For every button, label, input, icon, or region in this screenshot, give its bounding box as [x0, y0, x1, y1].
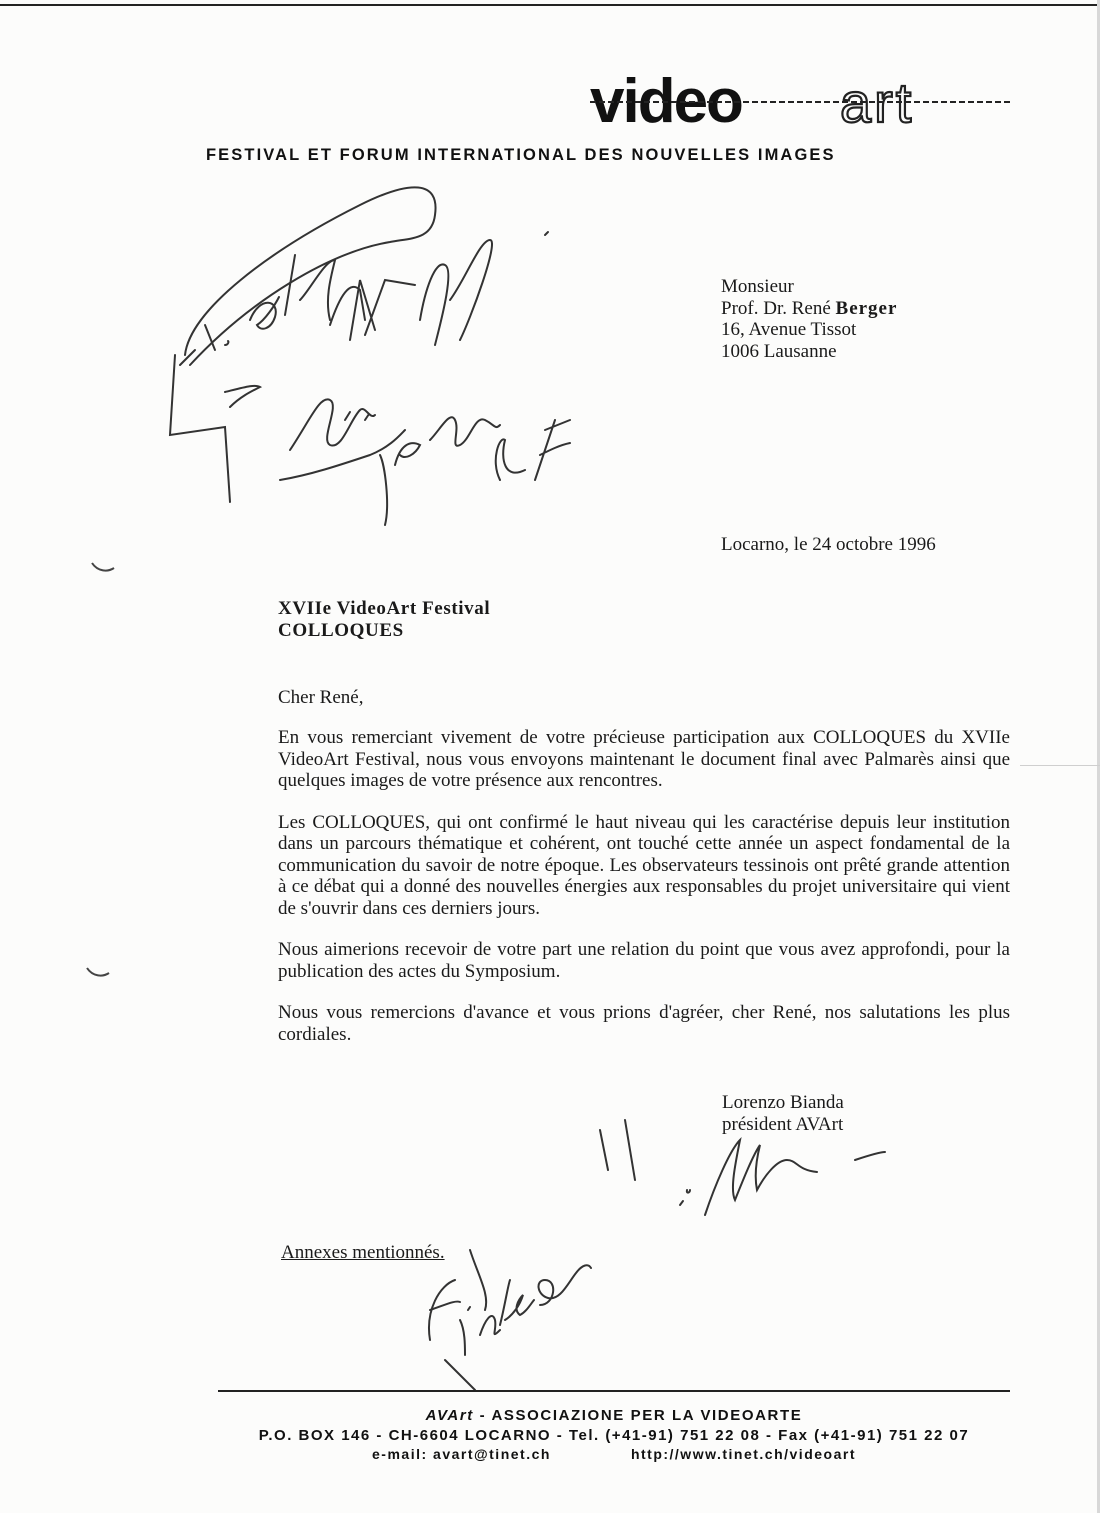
footer-website: http://www.tinet.ch/videoart: [630, 1446, 856, 1462]
fold-mark: [1020, 765, 1100, 766]
signer-name: Lorenzo Bianda: [722, 1092, 844, 1113]
footer-address: P.O. BOX 146 - CH-6604 LOCARNO - Tel. (+41-91) 751 22 08 - Fax (+41-91) 751 22 07: [258, 1427, 970, 1444]
addressee-street: 16, Avenue Tissot: [721, 319, 857, 340]
handwritten-signature: [400, 1110, 900, 1390]
footer-org-prefix: AVArt: [425, 1407, 474, 1424]
paragraph: Les COLLOQUES, qui ont confirmé le haut niveau qui les caractérise depuis leur institution dans un parcours thématique et cohérent, ont touché cette année un aspect fondamental de la communication du savoir de notre époque. Les observateurs tessinois ont prêté grande attention à ce débat qui a donné des nouvelles énergies aux responsables du projet universitaire qui vient de s'ouvrir dans ces derniers jours.: [278, 811, 1010, 919]
videoart-logo: [590, 70, 1010, 140]
paragraph: Nous aimerions recevoir de votre part une relation du point que vous avez approfondi, pour la publication des actes du Symposium.: [278, 939, 1010, 982]
subject-line-2: COLLOQUES: [278, 620, 404, 641]
addressee-block: [721, 276, 897, 362]
addressee-city: 1006 Lausanne: [721, 340, 837, 362]
punch-hole-mark: [85, 965, 111, 979]
punch-hole-mark: [90, 560, 116, 574]
letter-body: [278, 727, 1010, 1065]
festival-tagline: FESTIVAL ET FORUM INTERNATIONAL DES NOUVELLES IMAGES: [206, 146, 836, 164]
letter-date: Locarno, le 24 octobre 1996: [721, 534, 936, 555]
handwritten-annotations: [150, 160, 610, 540]
annex-note: Annexes mentionnés.: [281, 1242, 445, 1263]
footer-contacts: [218, 1446, 1010, 1462]
letterhead-footer: [218, 1407, 1010, 1462]
greeting: Cher René,: [278, 687, 364, 708]
subject-line-1: XVIIe VideoArt Festival: [278, 598, 491, 619]
addressee-salutation: Monsieur: [721, 276, 794, 297]
footer-organization: [218, 1407, 1010, 1424]
addressee-name-prefix: Prof. Dr. René: [721, 297, 836, 319]
svg-text:video: video: [590, 70, 742, 136]
addressee-surname: Berger: [835, 297, 898, 319]
svg-text:art: art: [840, 71, 915, 134]
paragraph: Nous vous remercions d'avance et vous prions d'agréer, cher René, nos salutations les plus cordiales.: [278, 1002, 1010, 1045]
addressee-name-line: [721, 298, 897, 320]
page-top-edge: [0, 4, 1100, 6]
signer-title: président AVArt: [722, 1113, 844, 1135]
footer-email: e-mail: avart@tinet.ch: [372, 1446, 551, 1462]
footer-org-rest: - ASSOCIAZIONE PER LA VIDEOARTE: [473, 1407, 803, 1424]
paragraph: En vous remerciant vivement de votre précieuse participation aux COLLOQUES du XVIIe VideoArt Festival, nous vous envoyons maintenant le document final avec Palmarès ainsi que quelques images de votre présence aux rencontres.: [278, 727, 1010, 791]
subject-block: [278, 598, 490, 642]
footer-divider: [218, 1390, 1010, 1392]
